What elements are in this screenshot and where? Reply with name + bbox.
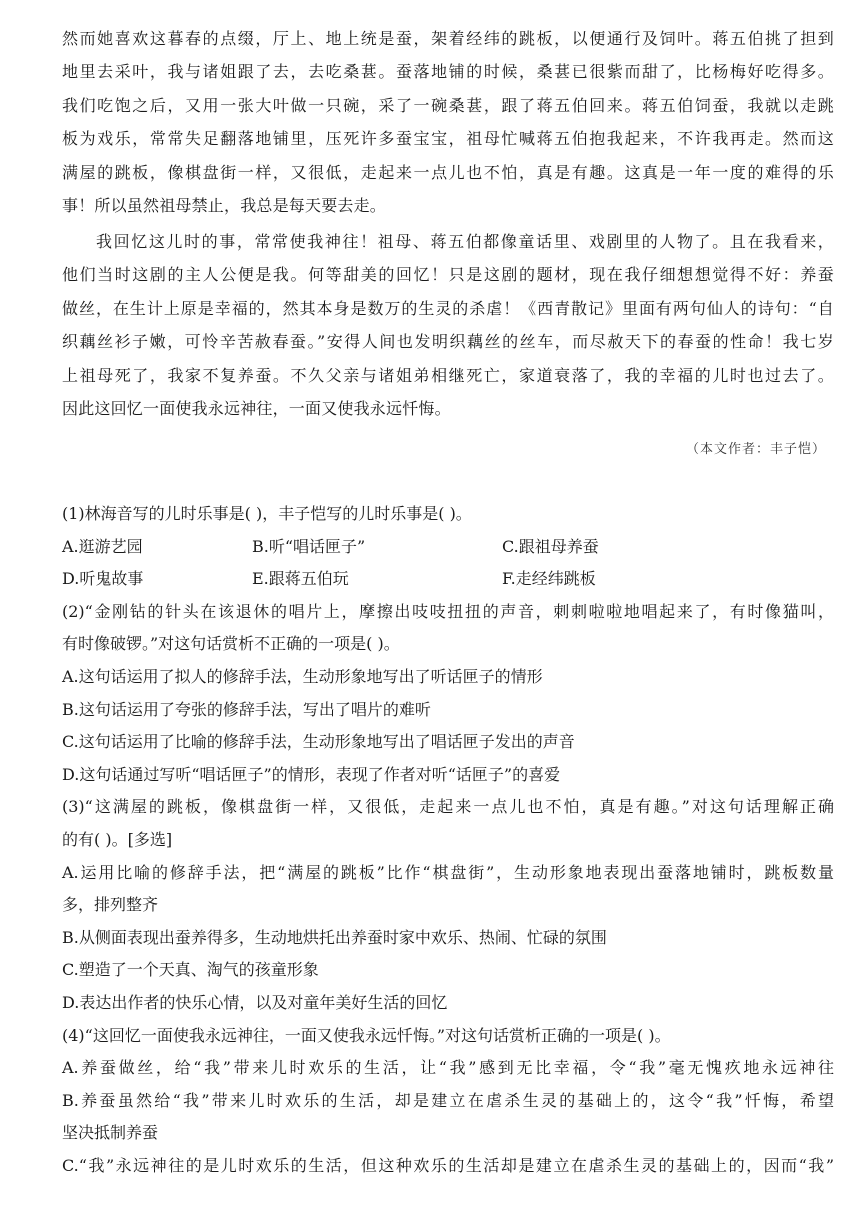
passage-line: 上祖母死了，我家不复养蚕。不久父亲与诸姐弟相继死亡，家道衰落了，我的幸福的儿时也过去了。: [62, 365, 834, 385]
passage-line: 地里去采叶，我与诸姐跟了去，去吃桑葚。蚕落地铺的时候，桑葚已很紫而甜了，比杨梅好吃得多。: [62, 62, 834, 82]
question-1-stem: (1)林海音写的儿时乐事是( )，丰子恺写的儿时乐事是( )。: [62, 504, 472, 523]
question-3-option-d: D.表达出作者的快乐心情，以及对童年美好生活的回忆: [62, 992, 448, 1012]
passage-line: 因此这回忆一面使我永远神往，一面又使我永远忏悔。: [62, 398, 451, 418]
option-e: E.跟蒋五伯玩: [252, 569, 349, 589]
question-3-stem: (3)“这满屋的跳板，像棋盘街一样，又很低，走起来一点儿也不怕，真是有趣。”对这句话理解正确: [62, 797, 834, 817]
question-2-option-c: C.这句话运用了比喻的修辞手法，生动形象地写出了唱话匣子发出的声音: [62, 732, 575, 752]
passage-paragraph-2: [62, 225, 834, 425]
question-2-stem: 有时像破锣。”对这句话赏析不正确的一项是( )。: [62, 634, 400, 654]
passage-line: 然而她喜欢这暮春的点缀，厅上、地上统是蚕，架着经纬的跳板，以便通行及饲叶。蒋五伯挑了担到: [62, 29, 834, 48]
option-c: C.跟祖母养蚕: [502, 536, 599, 556]
passage-line: 他们当时这剧的主人公便是我。何等甜美的回忆！只是这剧的题材，现在我仔细想想觉得不好：养蚕: [62, 265, 834, 285]
option-d: D.听鬼故事: [62, 569, 144, 589]
passage-line: 事！所以虽然祖母禁止，我总是每天要去走。: [62, 195, 387, 215]
question-3-option-a: A.运用比喻的修辞手法，把“满屋的跳板”比作“棋盘街”，生动形象地表现出蚕落地铺时，跳板数量: [62, 862, 834, 882]
question-3-option-b: B.从侧面表现出蚕养得多，生动地烘托出养蚕时家中欢乐、热闹、忙碌的氛围: [62, 927, 607, 947]
passage-paragraph-1: [62, 22, 834, 222]
question-2-stem: (2)“金刚钻的针头在该退休的唱片上，摩擦出吱吱扭扭的声音，刺刺啦啦地唱起来了，有时像猫叫，: [62, 601, 834, 621]
passage-line: 我回忆这儿时的事，常常使我神往！祖母、蒋五伯都像童话里、戏剧里的人物了。且在我看来，: [96, 232, 834, 251]
option-f: F.走经纬跳板: [502, 569, 596, 589]
question-2-option-d: D.这句话通过写听“唱话匣子”的情形，表现了作者对听“话匣子”的喜爱: [62, 764, 561, 784]
question-4-option-b-cont: 坚决抵制养蚕: [62, 1123, 159, 1143]
question-2-option-b: B.这句话运用了夸张的修辞手法，写出了唱片的难听: [62, 699, 431, 719]
passage-line: 满屋的跳板，像棋盘街一样，又很低，走起来一点儿也不怕，真是有趣。这真是一年一度的难得的乐: [62, 162, 834, 182]
question-4-stem: (4)“这回忆一面使我永远神往，一面又使我永远忏悔。”对这句话赏析正确的一项是( )。: [62, 1025, 671, 1045]
question-2-option-a: A.这句话运用了拟人的修辞手法，生动形象地写出了听话匣子的情形: [62, 666, 543, 686]
option-b: B.听“唱话匣子”: [252, 536, 366, 556]
passage-line: 做丝，在生计上原是幸福的，然其本身是数万的生灵的杀虐！《西青散记》里面有两句仙人的诗句：“自: [62, 298, 834, 318]
question-1-options-row-2: [62, 563, 834, 596]
question-3-stem: 的有( )。[多选]: [62, 829, 173, 849]
question-block: [62, 498, 834, 1182]
question-3-option-a-cont: 多，排列整齐: [62, 895, 159, 915]
question-4-option-c: C.“我”永远神往的是儿时欢乐的生活，但这种欢乐的生活却是建立在虐杀生灵的基础上的，因而“我”: [62, 1155, 834, 1175]
option-a: A.逛游艺园: [62, 536, 143, 556]
author-credit: （本文作者：丰子恺）: [685, 442, 826, 457]
question-3-option-c: C.塑造了一个天真、淘气的孩童形象: [62, 960, 319, 980]
passage-line: 织藕丝衫子嫩，可怜辛苦赦春蚕。”安得人间也发明织藕丝的丝车，而尽赦天下的春蚕的性命！我七岁: [62, 332, 834, 352]
passage-line: 板为戏乐，常常失足翻落地铺里，压死许多蚕宝宝，祖母忙喊蒋五伯抱我起来，不许我再走。然而这: [62, 129, 834, 149]
question-4-option-b: B.养蚕虽然给“我”带来儿时欢乐的生活，却是建立在虐杀生灵的基础上的，这令“我”忏悔，希望: [62, 1090, 834, 1110]
question-1-options-row-1: [62, 531, 834, 564]
question-4-option-a: A.养蚕做丝，给“我”带来儿时欢乐的生活，让“我”感到无比幸福，令“我”毫无愧疚地永远神往: [62, 1058, 834, 1078]
passage-line: 我们吃饱之后，又用一张大叶做一只碗，采了一碗桑葚，跟了蒋五伯回来。蒋五伯饲蚕，我就以走跳: [62, 95, 834, 115]
